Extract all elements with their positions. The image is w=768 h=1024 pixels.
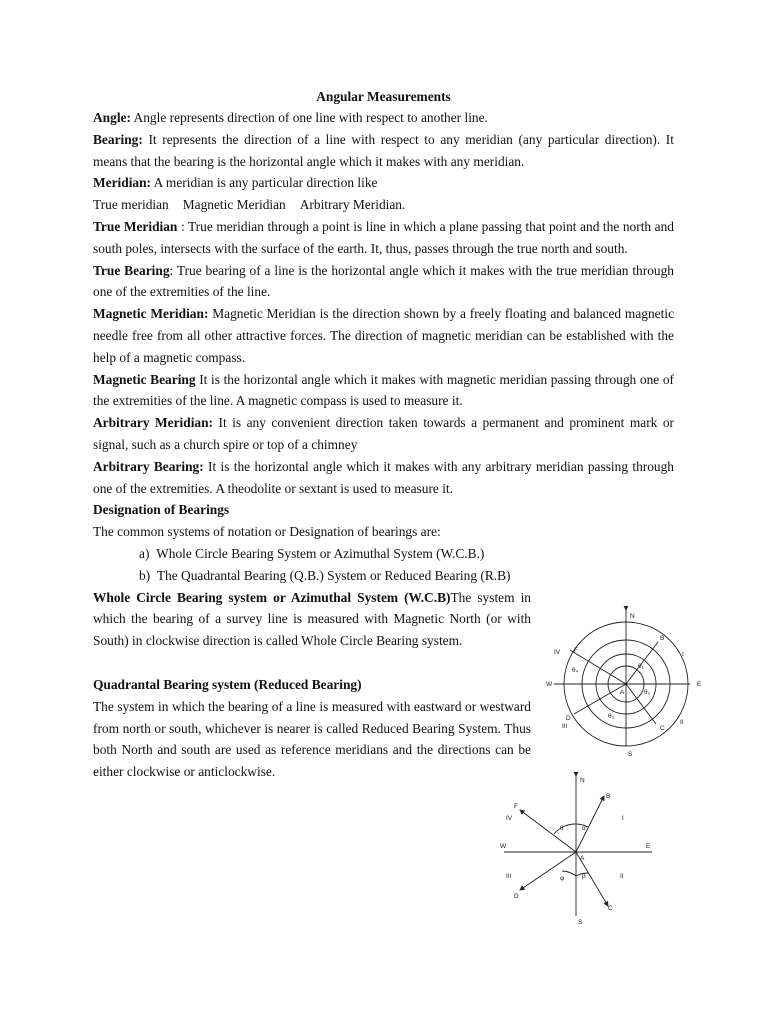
qb-label-phi: φ <box>560 875 565 882</box>
qb-label-b: B <box>606 793 611 800</box>
magnetic-bearing-term: Magnetic Bearing <box>93 371 196 387</box>
qb-label-quadrant-1: I <box>622 815 624 822</box>
qb-label-beta: β <box>582 873 586 880</box>
true-meridian-definition: True Meridian : True meridian through a point is line in which a plane passing that point and the north and south poles, intersects with the surface of the earth. It, thus, passes through the true north and south. <box>93 218 674 256</box>
wcb-label-d: D <box>566 715 571 722</box>
bearing-term: Bearing: <box>93 131 143 147</box>
arbitrary-meridian-definition: Arbitrary Meridian: It is any convenient direction taken towards a permanent and prominent mark or signal, such as a church spire or top of a chimney <box>93 415 674 452</box>
qb-label-alpha: α <box>582 825 586 832</box>
wcb-diagram <box>540 606 710 762</box>
meridian-definition: Meridian: A meridian is any particular direction like <box>93 175 378 191</box>
wcb-label-e: E <box>697 681 702 688</box>
wcb-definition: Whole Circle Bearing system or Azimuthal System (W.C.B)The system in which the bearing of a survey line is measured with Magnetic North (or with South) in clockwise direction is called Whole Circle Bearing system. <box>93 589 531 649</box>
list-item: a) Whole Circle Bearing System or Azimuthal System (W.C.B.) <box>139 545 485 561</box>
magnetic-bearing-definition: Magnetic Bearing It is the horizontal angle which it makes with magnetic meridian passing through one of the extremities of the line. A magnetic compass is used to measure it. <box>93 371 674 409</box>
wcb-label-quadrant-3: III <box>562 723 568 730</box>
wcb-label-theta-2: θ₂ <box>644 689 651 696</box>
wcb-label-n: N <box>630 613 635 620</box>
qb-label-quadrant-4: IV <box>506 815 513 822</box>
qb-label-s: S <box>578 919 583 926</box>
qb-label-n: N <box>580 777 585 784</box>
wcb-label-w: W <box>546 681 553 688</box>
qb-label-d: D <box>514 893 519 900</box>
arbitrary-bearing-term: Arbitrary Bearing: <box>93 458 204 474</box>
arbitrary-meridian-term: Arbitrary Meridian: <box>93 415 214 431</box>
qb-diagram <box>494 772 664 926</box>
wcb-label-theta-4: θ₄ <box>572 667 579 674</box>
angle-term: Angle: <box>93 110 131 125</box>
qb-label-a: A <box>580 855 585 862</box>
wcb-label-quadrant-4: IV <box>554 649 561 656</box>
qb-label-c: C <box>608 905 613 912</box>
wcb-label-b: B <box>660 635 665 642</box>
wcb-label-c: C <box>660 725 665 732</box>
page-title: Angular Measurements <box>316 89 451 104</box>
qb-heading: Quadrantal Bearing system (Reduced Bearing) <box>93 676 362 692</box>
designation-intro: The common systems of notation or Designation of bearings are: <box>93 524 441 540</box>
magnetic-meridian-definition: Magnetic Meridian: Magnetic Meridian is the direction shown by a freely floating and balanced magnetic needle free from all other attractive forces. The direction of magnetic meridian can be established with the help of a magnetic compass. <box>93 306 675 365</box>
meridian-types: True meridian Magnetic Meridian Arbitrary Meridian. <box>93 197 406 213</box>
wcb-label-quadrant-1: I <box>682 651 684 658</box>
wcb-term: Whole Circle Bearing system or Azimuthal System (W.C.B) <box>93 589 451 605</box>
wcb-label-f: F <box>574 647 578 654</box>
arbitrary-bearing-definition: Arbitrary Bearing: It is the horizontal angle which it makes with any arbitrary meridian passing through one of the extremities. A theodolite or sextant is used to measure it. <box>93 458 675 496</box>
qb-label-theta: θ <box>560 825 564 832</box>
magnetic-meridian-term: Magnetic Meridian: <box>93 306 209 322</box>
bearing-definition: Bearing: It represents the direction of a line with respect to any meridian (any particular direction). It means that the bearing is the horizontal angle which it makes with any meridian. <box>93 131 674 169</box>
wcb-label-s: S <box>628 751 633 758</box>
angle-definition: Angle: Angle represents direction of one line with respect to another line. <box>93 110 488 125</box>
qb-label-quadrant-3: III <box>506 873 512 880</box>
true-bearing-definition: True Bearing: True bearing of a line is the horizontal angle which it makes with the true meridian through one of the extremities of the line. <box>93 262 674 300</box>
wcb-label-a: A <box>620 689 625 696</box>
true-meridian-term: True Meridian <box>93 218 178 234</box>
wcb-label-theta-1: θ₁ <box>638 663 644 670</box>
qb-label-e: E <box>646 843 651 850</box>
designation-list <box>93 543 674 587</box>
list-item: b) The Quadrantal Bearing (Q.B.) System or Reduced Bearing (R.B) <box>139 567 511 583</box>
wcb-label-theta-3: θ₃ <box>608 713 615 720</box>
qb-label-w: W <box>500 843 507 850</box>
qb-label-f: F <box>514 803 518 810</box>
qb-definition: The system in which the bearing of a line is measured with eastward or westward from north or south, whichever is nearer is called Reduced Bearing System. Thus both North and south are used as reference meridians and the directions can be either clockwise or anticlockwise. <box>93 698 531 780</box>
true-bearing-term: True Bearing <box>93 262 170 278</box>
wcb-label-quadrant-2: II <box>680 719 684 726</box>
meridian-term: Meridian: <box>93 175 152 191</box>
qb-label-quadrant-2: II <box>620 873 624 880</box>
designation-heading: Designation of Bearings <box>93 502 230 518</box>
